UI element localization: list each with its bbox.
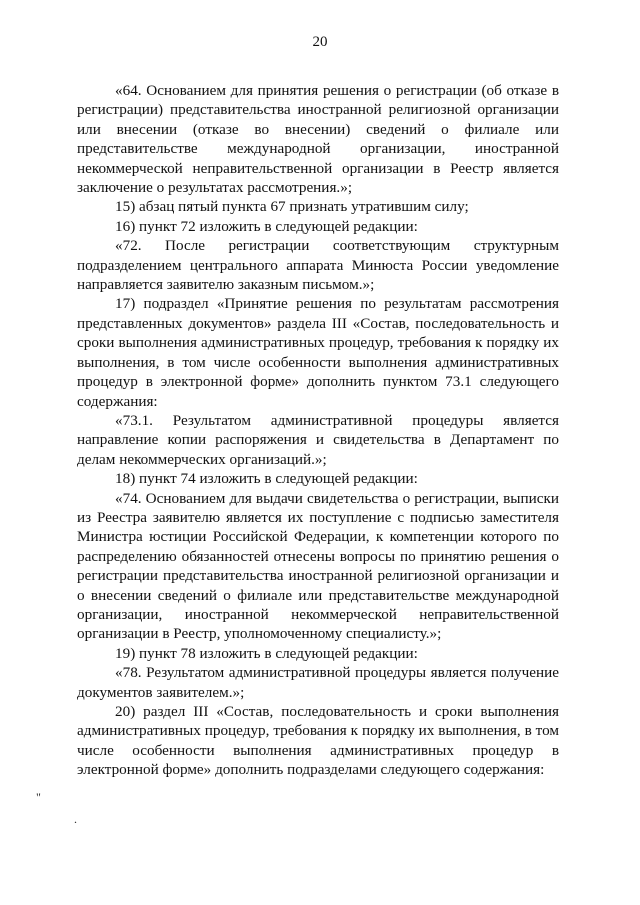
margin-mark: . <box>74 812 77 826</box>
paragraph-item-78: «78. Результатом административной процедуры является получение документов заявителем.»; <box>77 664 559 701</box>
page-number: 20 <box>312 34 328 50</box>
paragraph-item-72: «72. После регистрации соответствующим структурным подразделением центрального аппарата Минюста России уведомление направляется заявителю заказным письмом.»; <box>77 237 559 294</box>
paragraph-amendment-19: 19) пункт 78 изложить в следующей редакции: <box>115 644 418 662</box>
paragraph-amendment-16: 16) пункт 72 изложить в следующей редакции: <box>115 217 418 235</box>
paragraph-item-74: «74. Основанием для выдачи свидетельства о регистрации, выписки из Реестра заявителю является их поступление с подписью заместителя Министра юстиции Российской Федерации, к компетенции которого по распределению обязанностей отнесены вопросы по принятию решения о регистрации представительства иностранной религиозной организации и о внесении сведений о филиале или представительстве международной организации, иностранной некоммерческой неправительственной организации в Реестр, уполномоченному специалисту.»; <box>77 489 559 643</box>
margin-mark: " <box>36 790 41 804</box>
paragraph-amendment-20: 20) раздел III «Состав, последовательность и сроки выполнения административных процедур, требования к порядку их выполнения, в том числе особенности выполнения административных процедур в электронной форме» дополнить подразделами следующего содержания: <box>77 703 559 779</box>
paragraph-amendment-18: 18) пункт 74 изложить в следующей редакции: <box>115 470 418 488</box>
paragraph-item-64: «64. Основанием для принятия решения о регистрации (об отказе в регистрации) представительства иностранной религиозной организации или внесении (отказе во внесении) сведений о филиале или представительстве международной организации, иностранной некоммерческой неправительственной организации в Реестр является заключение о результатах рассмотрения.»; <box>77 82 559 197</box>
paragraph-amendment-15: 15) абзац пятый пункта 67 признать утратившим силу; <box>115 198 469 216</box>
document-body <box>77 81 559 780</box>
paragraph-item-73-1: «73.1. Результатом административной процедуры является направление копии распоряжения и свидетельства в Департамент по делам некоммерческих организаций.»; <box>77 411 559 468</box>
paragraph-amendment-17: 17) подраздел «Принятие решения по результатам рассмотрения представленных документов» раздела III «Состав, последовательность и сроки выполнения административных процедур, требования к порядку их выполнения, в том числе особенности выполнения административных процедур в электронной форме» дополнить пунктом 73.1 следующего содержания: <box>77 295 559 410</box>
